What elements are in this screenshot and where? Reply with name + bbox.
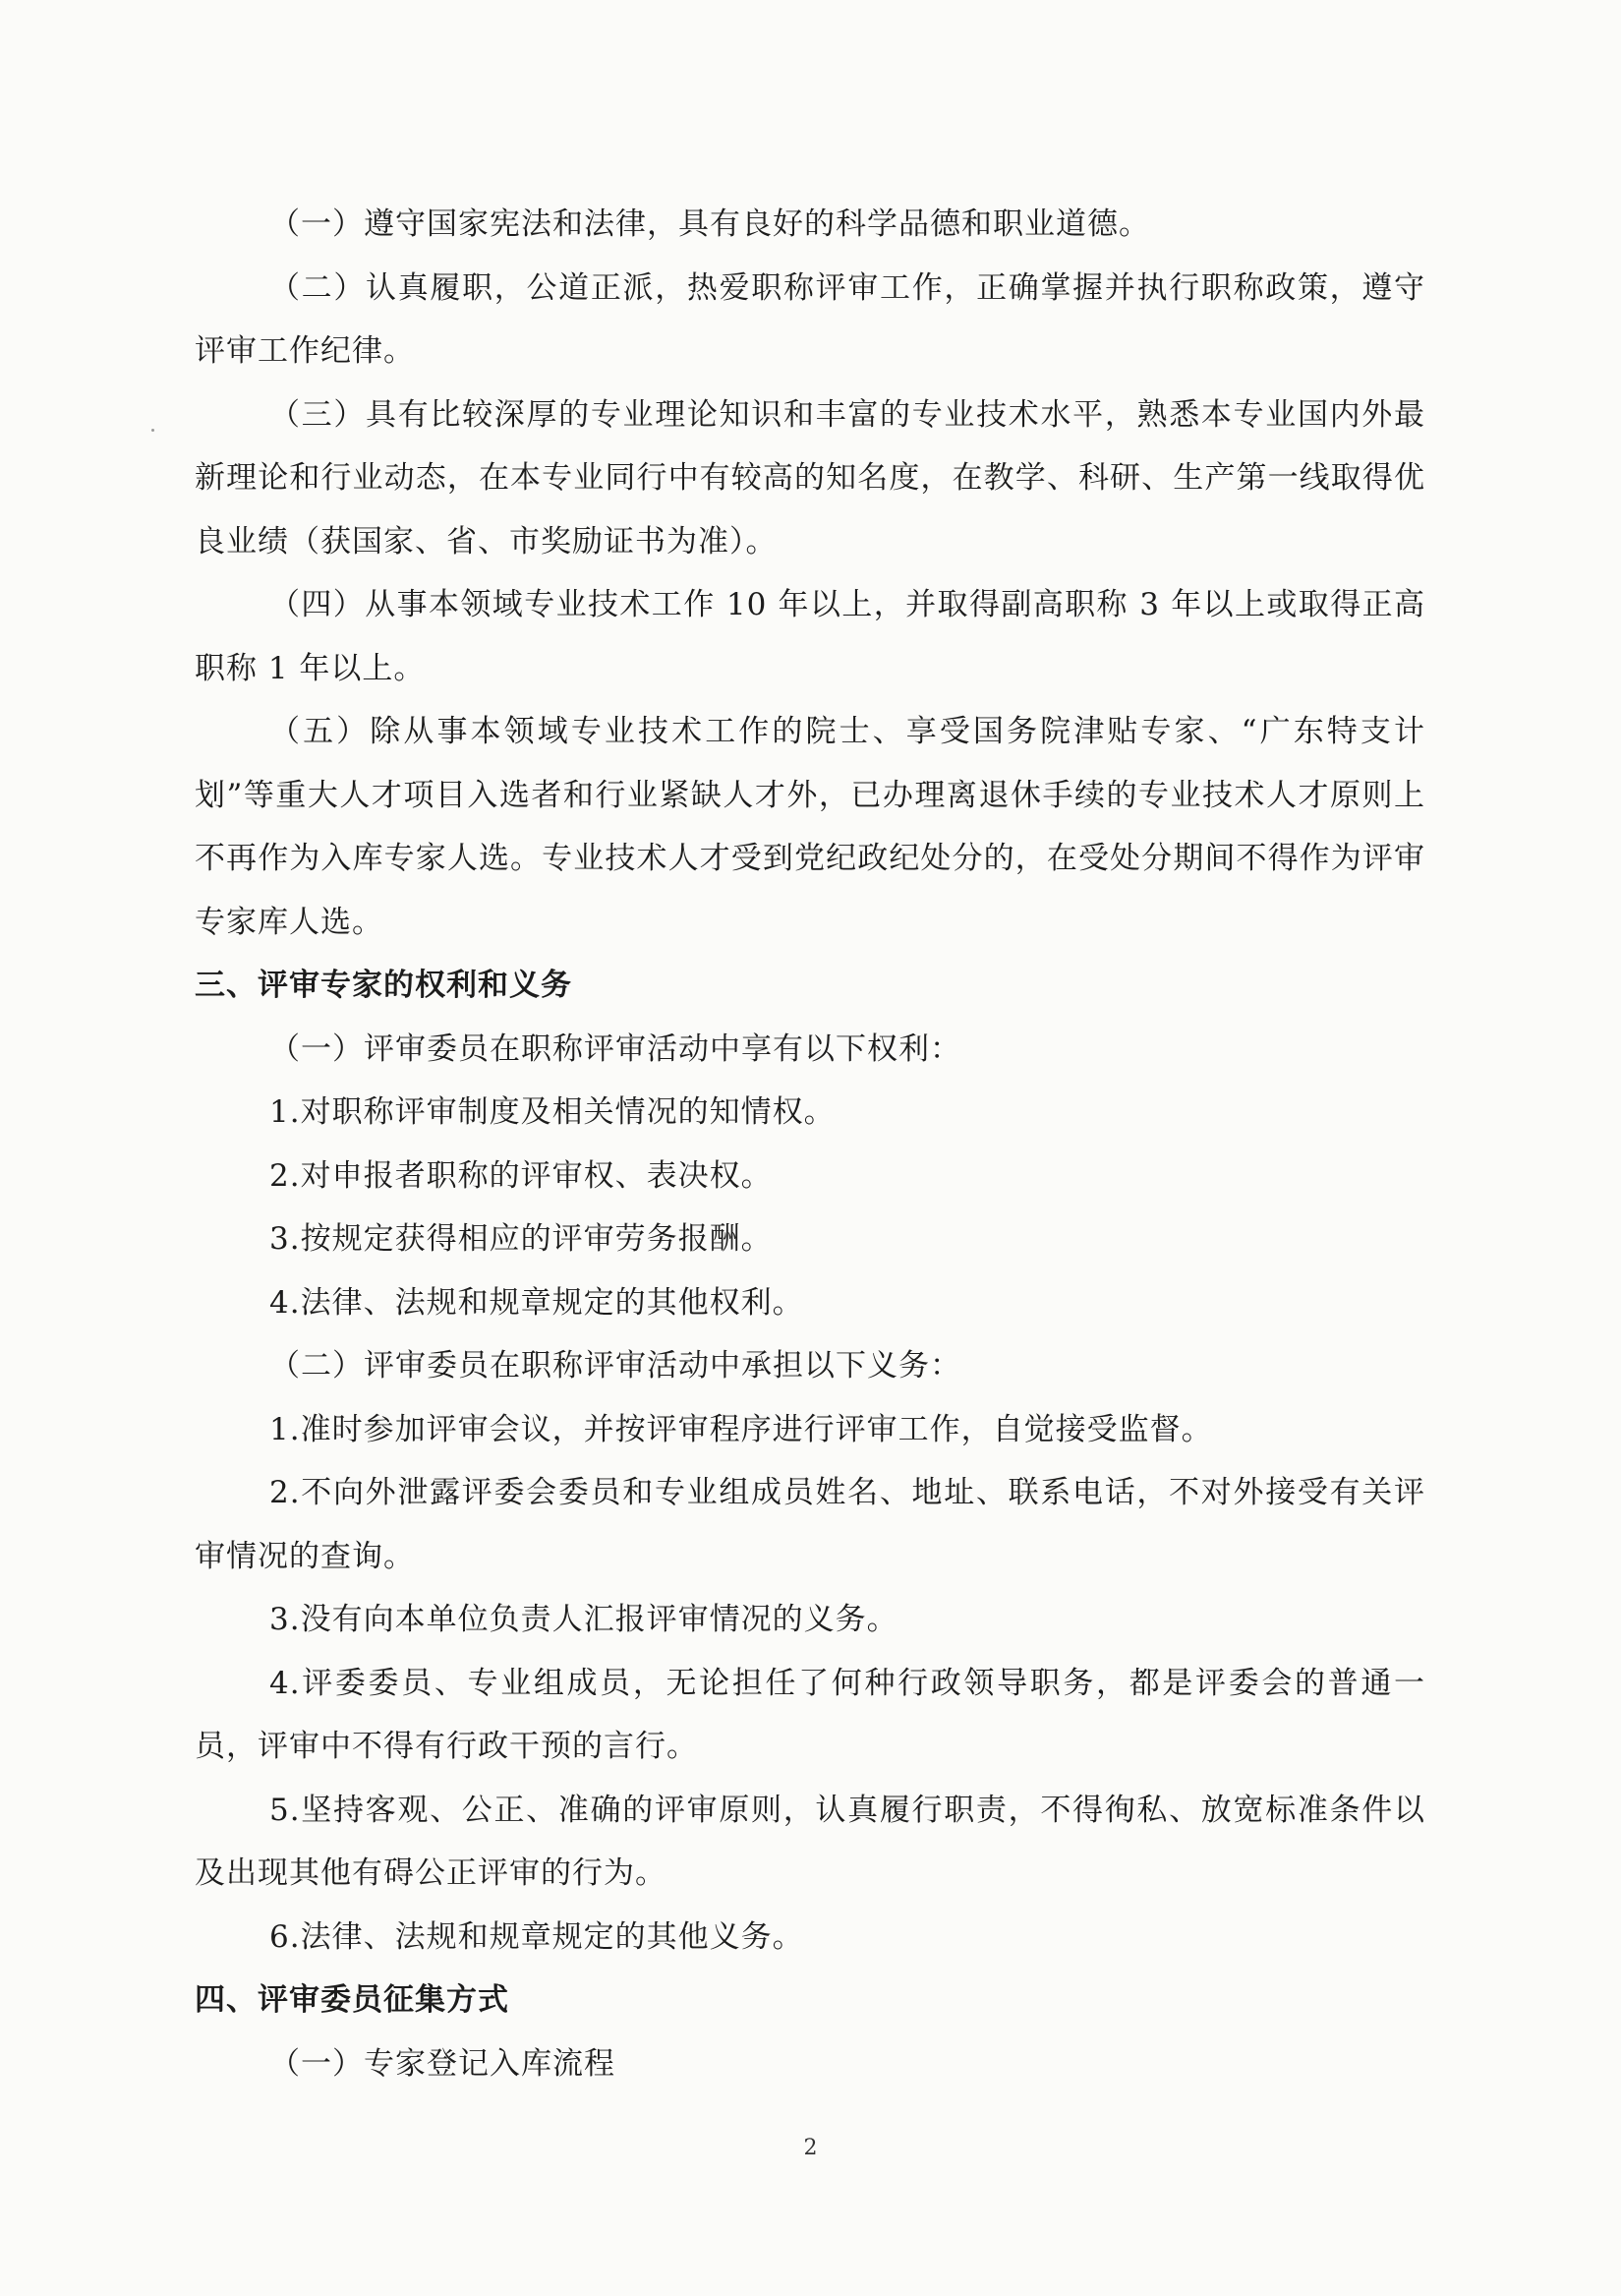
section-heading-3: 三、评审专家的权利和义务 [195, 968, 572, 1003]
list-item-duty-4: 4.评委委员、专业组成员，无论担任了何种行政领导职务，都是评委会的普通一员，评审中不得有行政干预的言行。 [195, 1665, 1425, 1764]
paragraph-criterion-1: （一）遵守国家宪法和法律，具有良好的科学品德和职业道德。 [269, 206, 1150, 242]
list-item-right-3: 3.按规定获得相应的评审劳务报酬。 [269, 1221, 773, 1257]
page-number: 2 [803, 2136, 818, 2160]
list-item-duty-6: 6.法律、法规和规章规定的其他义务。 [269, 1918, 804, 1955]
list-item-right-4: 4.法律、法规和规章规定的其他权利。 [269, 1284, 804, 1321]
paragraph-registration-process: （一）专家登记入库流程 [269, 2045, 615, 2082]
list-item-duty-2: 2.不向外泄露评委会委员和专业组成员姓名、地址、联系电话，不对外接受有关评审情况的查询。 [195, 1475, 1425, 1574]
list-item-right-1: 1.对职称评审制度及相关情况的知情权。 [269, 1094, 836, 1130]
paragraph-duties-intro: （二）评审委员在职称评审活动中承担以下义务： [269, 1348, 961, 1383]
paragraph-criterion-4: （四）从事本领域专业技术工作 10 年以上，并取得副高职称 3 年以上或取得正高职称 1 年以上。 [195, 587, 1425, 686]
scan-speck [151, 429, 154, 432]
document-body [195, 193, 1425, 2095]
list-item-duty-3: 3.没有向本单位负责人汇报评审情况的义务。 [269, 1602, 898, 1637]
paragraph-criterion-3: （三）具有比较深厚的专业理论知识和丰富的专业技术水平，熟悉本专业国内外最新理论和行业动态，在本专业同行中有较高的知名度，在教学、科研、生产第一线取得优良业绩（获国家、省、市奖励证书为准）。 [195, 396, 1425, 559]
paragraph-rights-intro: （一）评审委员在职称评审活动中享有以下权利： [269, 1030, 961, 1067]
list-item-duty-1: 1.准时参加评审会议，并按评审程序进行评审工作，自觉接受监督。 [269, 1411, 1213, 1447]
section-heading-4: 四、评审委员征集方式 [195, 1982, 509, 2018]
list-item-right-2: 2.对申报者职称的评审权、表决权。 [269, 1157, 773, 1194]
paragraph-criterion-5: （五）除从事本领域专业技术工作的院士、享受国务院津贴专家、“广东特支计划”等重大人才项目入选者和行业紧缺人才外，已办理离退休手续的专业技术人才原则上不再作为入库专家人选。专业技术人才受到党纪政纪处分的，在受处分期间不得作为评审专家库人选。 [195, 714, 1425, 940]
paragraph-criterion-2: （二）认真履职，公道正派，热爱职称评审工作，正确掌握并执行职称政策，遵守评审工作纪律。 [195, 269, 1425, 369]
list-item-duty-5: 5.坚持客观、公正、准确的评审原则，认真履行职责，不得徇私、放宽标准条件以及出现其他有碍公正评审的行为。 [195, 1792, 1425, 1891]
